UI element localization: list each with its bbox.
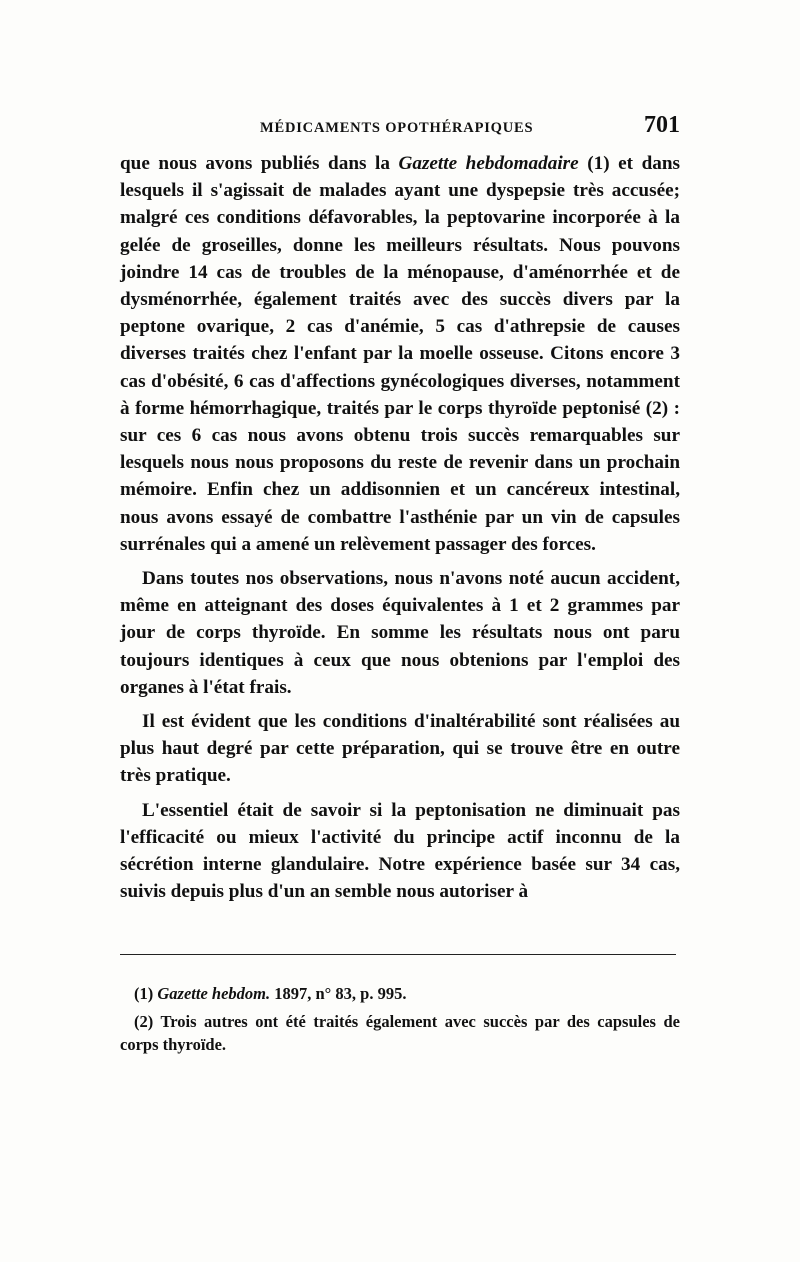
footnote-divider xyxy=(120,954,676,955)
footnote-1 xyxy=(120,982,680,1005)
footnote-1-ref: 1897, n° 83, p. 995. xyxy=(270,984,407,1003)
footnote-2-text: Trois autres ont été traités également avec succès par des capsules de corps thyroïde. xyxy=(120,1012,680,1054)
page-number: 701 xyxy=(644,112,680,138)
paragraph-2: Dans toutes nos observations, nous n'avons noté aucun accident, même en atteignant des doses équivalentes à 1 et 2 grammes par jour de corps thyroïde. En somme les résultats nous ont paru toujours identiques à ceux que nous obtenions par l'emploi des organes à l'état frais. xyxy=(120,568,680,698)
footnote-2-marker: (2) xyxy=(134,1012,154,1031)
paragraph-1 xyxy=(120,150,680,558)
footnote-1-marker: (1) xyxy=(134,984,154,1003)
paragraph-4: L'essentiel était de savoir si la peptonisation ne diminuait pas l'efficacité ou mieux l'activité du principe actif inconnu de la sécrétion interne glandulaire. Notre expérience basée sur 34 cas, suivis depuis plus d'un an semble nous autoriser à xyxy=(120,799,680,903)
running-title: MÉDICAMENTS OPOTHÉRAPIQUES xyxy=(260,120,534,136)
footnote-2 xyxy=(120,1010,680,1056)
footnotes xyxy=(120,982,680,1061)
journal-title: Gazette hebdomadaire xyxy=(398,153,579,174)
paragraph-1-rest: (1) et dans lesquels il s'agissait de malades ayant une dyspepsie très accusée; malgré ces conditions défavorables, la peptovarine incorporée à la gelée de groseilles, donne les meilleurs résultats. Nous pouvons joindre 14 cas de troubles de la ménopause, d'aménorrhée et de dysménorrhée, également traités avec des succès divers par la peptone ovarique, 2 cas d'anémie, 5 cas d'athrepsie de causes diverses traités chez l'enfant par la moelle osseuse. Citons encore 3 cas d'obésité, 6 cas d'affections gynécologiques diverses, notamment à forme hémorrhagique, traités par le corps thyroïde peptonisé (2) : sur ces 6 cas nous avons obtenu trois succès remarquables sur lesquels nous nous proposons du reste de revenir dans un prochain mémoire. Enfin chez un addisonnien et un cancéreux intestinal, nous avons essayé de combattre l'asthénie par un vin de capsules surrénales qui a amené un relèvement passager des forces. xyxy=(120,153,680,555)
page-header xyxy=(120,112,680,148)
body-text xyxy=(120,150,680,905)
footnote-1-journal: Gazette hebdom. xyxy=(157,984,271,1003)
paragraph-1-start: que nous avons publiés dans la xyxy=(120,153,399,174)
paragraph-3: Il est évident que les conditions d'inaltérabilité sont réalisées au plus haut degré par cette préparation, qui se trouve être en outre très pratique. xyxy=(120,711,680,787)
